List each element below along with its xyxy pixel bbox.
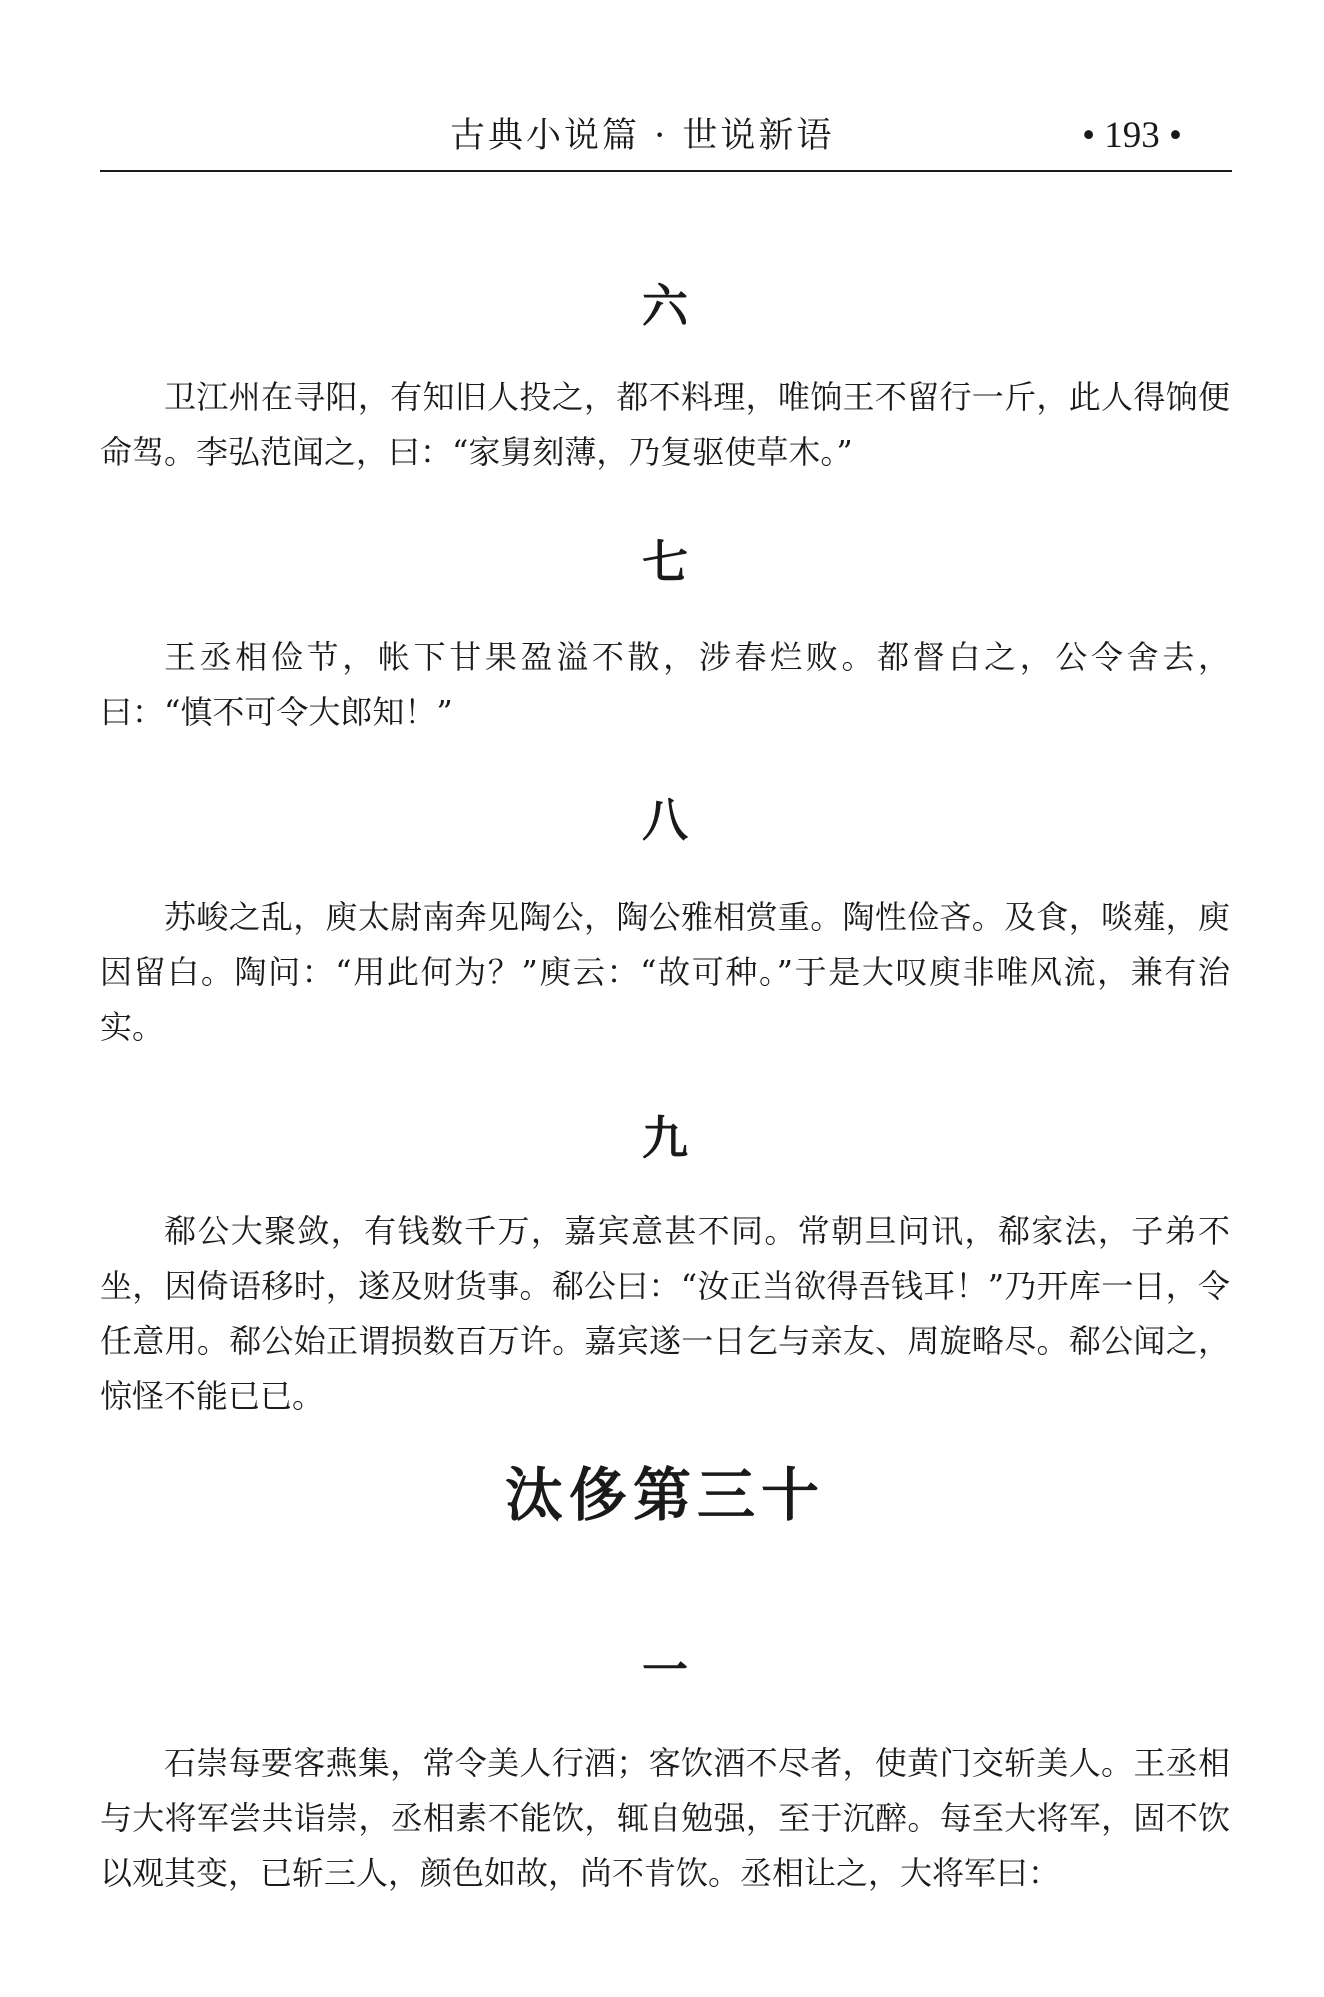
running-header-title: 古典小说篇 · 世说新语 [450, 116, 835, 156]
chapter-section-number-1: 一 [642, 1643, 688, 1697]
chapter-section-1-paragraph: 石崇每要客燕集，常令美人行酒；客饮酒不尽者，使黄门交斩美人。王丞相与大将军尝共诣崇，丞相素不能饮，辄自勉强，至于沉醉。每至大将军，固不饮以观其变，已斩三人，颜色如故，尚不肯饮。丞相让之，大将军曰： [100, 1744, 1230, 1892]
section-number-7: 七 [642, 535, 688, 589]
section-number-6: 六 [642, 279, 688, 333]
section-9-paragraph: 郗公大聚敛，有钱数千万，嘉宾意甚不同。常朝旦问讯，郗家法，子弟不坐，因倚语移时，遂及财货事。郗公曰：“汝正当欲得吾钱耳！”乃开库一日，令任意用。郗公始正谓损数百万许。嘉宾遂一日乞与亲友、周旋略尽。郗公闻之，惊怪不能已已。 [100, 1212, 1230, 1415]
chapter-title: 汰侈第三十 [504, 1461, 825, 1529]
section-number-9: 九 [642, 1111, 688, 1165]
page-number: • 193 • [1082, 115, 1182, 156]
section-8-paragraph: 苏峻之乱，庾太尉南奔见陶公，陶公雅相赏重。陶性俭吝。及食，啖薤，庾因留白。陶问：“用此何为？”庾云：“故可种。”于是大叹庾非唯风流，兼有治实。 [100, 898, 1230, 1046]
header-rule [100, 170, 1232, 172]
running-header [100, 112, 1230, 164]
section-number-8: 八 [642, 793, 688, 847]
section-6-paragraph: 卫江州在寻阳，有知旧人投之，都不料理，唯饷王不留行一斤，此人得饷便命驾。李弘范闻之，曰：“家舅刻薄，乃复驱使草木。” [100, 378, 1230, 471]
section-7-paragraph: 王丞相俭节，帐下甘果盈溢不散，涉春烂败。都督白之，公令舍去，曰：“慎不可令大郎知！” [100, 638, 1230, 731]
